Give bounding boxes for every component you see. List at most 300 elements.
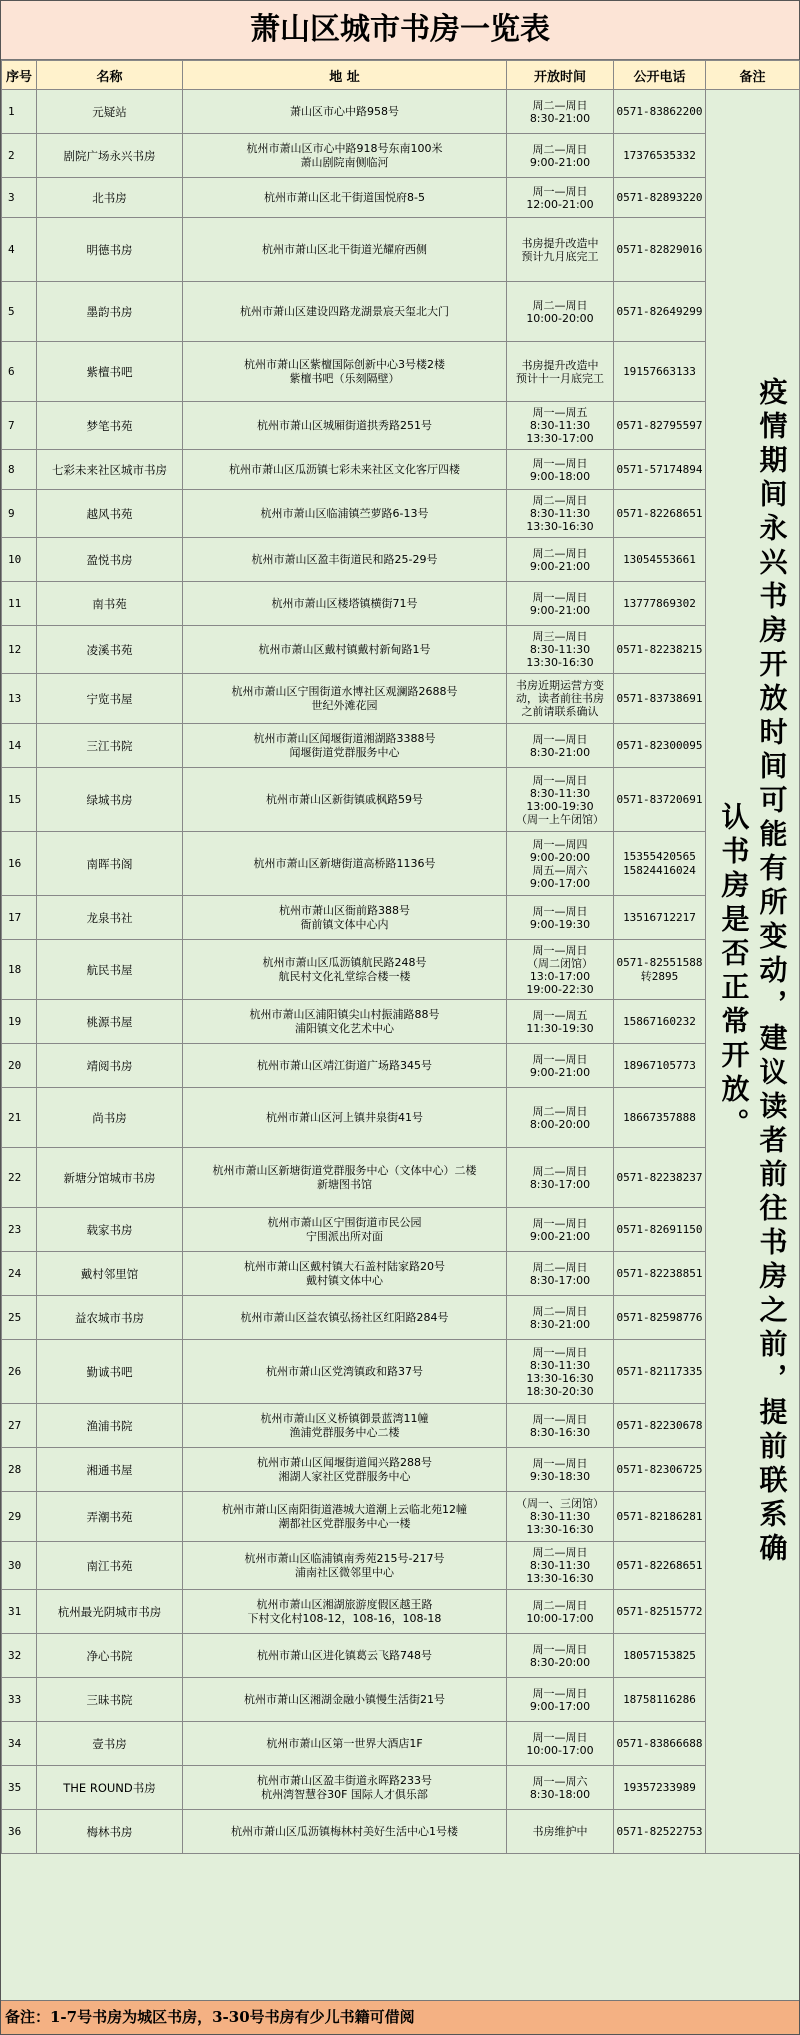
opening-hours-line: 周二—周日 xyxy=(532,1546,588,1559)
row-number: 35 xyxy=(2,1766,37,1810)
public-phone xyxy=(614,1208,706,1252)
book-house-name: 三昧书院 xyxy=(37,1678,183,1722)
opening-hours-line: 9:00-17:00 xyxy=(529,1699,591,1713)
opening-hours-line: 周二—周日 xyxy=(532,98,588,112)
book-house-address-line: 杭州市萧山区瓜沥镇七彩未来社区文化客厅四楼 xyxy=(229,462,460,476)
book-house-name: 宁览书屋 xyxy=(37,674,183,724)
table-row xyxy=(2,1000,800,1044)
public-phone xyxy=(614,1296,706,1340)
book-house-address-line: 杭州市萧山区北干街道光耀府西侧 xyxy=(262,242,427,256)
book-house-address xyxy=(183,1722,507,1766)
opening-hours-line: 9:00-21:00 xyxy=(529,603,591,617)
book-house-name: 净心书院 xyxy=(37,1634,183,1678)
public-phone xyxy=(614,674,706,724)
opening-hours-line: 8:30-21:00 xyxy=(529,111,591,125)
remark-text: 疫情期间永兴书房开放时间可能有所变动，建议读者前往书房之前，提前联系确认书房是否正常开放。 xyxy=(717,376,789,1567)
book-house-name: 航民书屋 xyxy=(37,940,183,1000)
book-house-address xyxy=(183,1044,507,1088)
opening-hours-line: 9:00-19:30 xyxy=(529,917,591,931)
row-number: 16 xyxy=(2,832,37,896)
table-row xyxy=(2,1542,800,1590)
header-address: 地 址 xyxy=(183,61,507,90)
opening-hours-line: 之前请联系确认 xyxy=(521,705,599,718)
public-phone-line: 13054553661 xyxy=(623,552,696,566)
public-phone xyxy=(614,178,706,218)
book-house-name: 七彩未来社区城市书房 xyxy=(37,450,183,490)
opening-hours-line: 周一—周日 xyxy=(532,456,588,470)
public-phone xyxy=(614,1590,706,1634)
public-phone-line: 0571-82829016 xyxy=(616,242,703,256)
book-house-address xyxy=(183,1678,507,1722)
book-house-address xyxy=(183,490,507,538)
opening-hours xyxy=(507,1296,614,1340)
table-row xyxy=(2,450,800,490)
opening-hours xyxy=(507,402,614,450)
opening-hours-line: 8:30-11:30 xyxy=(529,643,591,656)
opening-hours xyxy=(507,1044,614,1088)
book-house-name: 明德书房 xyxy=(37,218,183,282)
public-phone-line: 0571-82691150 xyxy=(616,1222,703,1236)
opening-hours-line: 周一—周日 xyxy=(532,1642,588,1656)
public-phone-line: 15824416024 xyxy=(623,863,696,877)
table-row xyxy=(2,1340,800,1404)
public-phone xyxy=(614,1252,706,1296)
book-house-name: 梦笔书苑 xyxy=(37,402,183,450)
opening-hours-line: （周二闭馆） xyxy=(527,956,593,970)
row-number: 28 xyxy=(2,1448,37,1492)
opening-hours-line: 8:30-20:00 xyxy=(529,1655,591,1669)
book-house-address-line: 杭州市萧山区市心中路918号东南100米 xyxy=(246,141,443,155)
public-phone xyxy=(614,1088,706,1148)
opening-hours-line: 13:30-16:30 xyxy=(526,520,594,533)
opening-hours-line: 11:30-19:30 xyxy=(526,1021,594,1035)
opening-hours-line: 周一—周日 xyxy=(532,904,588,918)
public-phone xyxy=(614,1404,706,1448)
book-house-name: THE ROUND书房 xyxy=(37,1766,183,1810)
table-row xyxy=(2,1044,800,1088)
book-house-address xyxy=(183,724,507,768)
table-row xyxy=(2,1448,800,1492)
opening-hours-line: 9:30-18:30 xyxy=(529,1469,591,1483)
opening-hours-line: 周二—周日 xyxy=(532,1104,588,1118)
opening-hours-line: 13:30-16:30 xyxy=(526,1523,594,1536)
book-house-address xyxy=(183,1810,507,1854)
row-number: 27 xyxy=(2,1404,37,1448)
book-house-address-line: 杭州市萧山区临浦镇南秀苑215号-217号 xyxy=(244,1551,445,1565)
footer-note: 备注：1-7号书房为城区书房，3-30号书房有少儿书籍可借阅 xyxy=(1,2000,799,2034)
book-house-address-line: 杭州市萧山区新街镇戚枫路59号 xyxy=(266,792,423,806)
book-house-name: 南晖书阁 xyxy=(37,832,183,896)
opening-hours xyxy=(507,626,614,674)
public-phone-line: 0571-83866688 xyxy=(616,1736,703,1750)
book-house-name: 湘通书屋 xyxy=(37,1448,183,1492)
table-row xyxy=(2,768,800,832)
row-number: 2 xyxy=(2,134,37,178)
row-number: 14 xyxy=(2,724,37,768)
public-phone xyxy=(614,832,706,896)
book-house-address xyxy=(183,218,507,282)
public-phone-line: 转2895 xyxy=(640,969,679,983)
book-house-address xyxy=(183,1252,507,1296)
book-house-address xyxy=(183,1340,507,1404)
row-number: 6 xyxy=(2,342,37,402)
public-phone-line: 0571-82186281 xyxy=(616,1509,703,1523)
row-number: 12 xyxy=(2,626,37,674)
row-number: 22 xyxy=(2,1148,37,1208)
opening-hours-line: 13:30-17:00 xyxy=(526,432,594,445)
book-house-address-line: 杭州市萧山区盈丰街道民和路25-29号 xyxy=(251,552,438,566)
opening-hours-line: 13:0-17:00 xyxy=(529,969,591,983)
row-number: 23 xyxy=(2,1208,37,1252)
remark-cell xyxy=(706,90,800,1854)
table-row xyxy=(2,1492,800,1542)
public-phone-line: 13777869302 xyxy=(623,596,696,610)
book-house-table xyxy=(1,60,800,1854)
public-phone xyxy=(614,134,706,178)
book-house-name: 杭州最光阴城市书房 xyxy=(37,1590,183,1634)
row-number: 17 xyxy=(2,896,37,940)
table-row xyxy=(2,1634,800,1678)
opening-hours-line: 书房近期运营方变 xyxy=(516,679,604,692)
row-number: 1 xyxy=(2,90,37,134)
public-phone xyxy=(614,724,706,768)
table-row xyxy=(2,1252,800,1296)
book-house-address xyxy=(183,1542,507,1590)
opening-hours xyxy=(507,1810,614,1854)
public-phone-line: 0571-82238237 xyxy=(616,1170,703,1184)
public-phone xyxy=(614,1492,706,1542)
book-house-address-line: 戴村镇文体中心 xyxy=(306,1273,383,1287)
opening-hours xyxy=(507,1590,614,1634)
row-number: 10 xyxy=(2,538,37,582)
public-phone xyxy=(614,1766,706,1810)
book-house-address-line: 萧山区市心中路958号 xyxy=(290,104,399,118)
book-house-address xyxy=(183,1590,507,1634)
opening-hours-line: 13:00-19:30 xyxy=(526,799,594,813)
book-house-address xyxy=(183,1766,507,1810)
book-house-address-line: 杭州市萧山区进化镇葛云飞路748号 xyxy=(257,1648,432,1662)
book-house-address-line: 杭州湾智慧谷30F 国际人才俱乐部 xyxy=(261,1787,428,1801)
table-row xyxy=(2,674,800,724)
table-row xyxy=(2,1590,800,1634)
table-row xyxy=(2,490,800,538)
opening-hours-line: 13:30-16:30 xyxy=(526,1572,594,1585)
public-phone xyxy=(614,582,706,626)
book-house-address xyxy=(183,402,507,450)
public-phone-line: 19157663133 xyxy=(623,364,696,378)
public-phone-line: 0571-82238215 xyxy=(616,642,703,656)
book-house-address xyxy=(183,342,507,402)
opening-hours-line: 9:00-21:00 xyxy=(529,1229,591,1243)
book-house-name: 墨韵书房 xyxy=(37,282,183,342)
book-house-address xyxy=(183,1000,507,1044)
book-house-address-line: 浦南社区微邻里中心 xyxy=(295,1565,394,1579)
book-house-address-line: 杭州市萧山区浦阳镇尖山村振浦路88号 xyxy=(249,1007,440,1021)
public-phone-line: 0571-82522753 xyxy=(616,1824,703,1838)
book-house-address-line: 杭州市萧山区南阳街道港城大道潮上云临北苑12幢 xyxy=(222,1502,467,1516)
book-house-address xyxy=(183,90,507,134)
opening-hours-line: 周一—周五 xyxy=(532,406,588,419)
row-number: 15 xyxy=(2,768,37,832)
row-number: 3 xyxy=(2,178,37,218)
table-row xyxy=(2,282,800,342)
book-house-address-line: 下村文化村108-12，108-16，108-18 xyxy=(247,1611,442,1625)
opening-hours-line: 9:00-20:00 xyxy=(529,850,591,864)
opening-hours-line: 8:30-17:00 xyxy=(529,1273,591,1287)
opening-hours-line: 8:30-11:30 xyxy=(529,786,591,800)
book-house-name: 南书苑 xyxy=(37,582,183,626)
row-number: 18 xyxy=(2,940,37,1000)
book-house-address-line: 杭州市萧山区建设四路龙湖景宸天玺北大门 xyxy=(240,304,449,318)
opening-hours xyxy=(507,1722,614,1766)
book-house-name: 梅林书房 xyxy=(37,1810,183,1854)
public-phone-line: 0571-82795597 xyxy=(616,418,703,432)
book-house-address-line: 航民村文化礼堂综合楼一楼 xyxy=(278,969,411,983)
opening-hours-line: 周二—周日 xyxy=(532,142,588,156)
opening-hours-line: 10:00-17:00 xyxy=(526,1611,594,1625)
book-house-address-line: 杭州市萧山区戴村镇戴村新甸路1号 xyxy=(258,642,431,656)
public-phone-line: 15867160232 xyxy=(623,1014,696,1028)
opening-hours-line: 周二—周日 xyxy=(532,1304,588,1318)
opening-hours-line: 8:30-11:30 xyxy=(529,1559,591,1572)
public-phone xyxy=(614,450,706,490)
opening-hours xyxy=(507,1634,614,1678)
book-house-address xyxy=(183,1404,507,1448)
public-phone xyxy=(614,626,706,674)
table-row xyxy=(2,342,800,402)
public-phone-line: 0571-82300095 xyxy=(616,738,703,752)
opening-hours xyxy=(507,582,614,626)
book-house-name: 弄潮书苑 xyxy=(37,1492,183,1542)
public-phone xyxy=(614,538,706,582)
table-row xyxy=(2,940,800,1000)
header-name: 名称 xyxy=(37,61,183,90)
public-phone xyxy=(614,218,706,282)
public-phone-line: 0571-82306725 xyxy=(616,1462,703,1476)
book-house-address-line: 杭州市萧山区靖江街道广场路345号 xyxy=(257,1058,432,1072)
opening-hours-line: 9:00-21:00 xyxy=(529,155,591,169)
book-house-address xyxy=(183,538,507,582)
opening-hours-line: 8:30-21:00 xyxy=(529,745,591,759)
public-phone xyxy=(614,1542,706,1590)
book-house-address-line: 杭州市萧山区北干街道国悦府8-5 xyxy=(264,190,425,204)
opening-hours-line: 周一—周日 xyxy=(532,1345,588,1359)
opening-hours-line: 13:30-16:30 xyxy=(526,656,594,669)
table-body xyxy=(2,90,800,1854)
opening-hours-line: 9:00-21:00 xyxy=(529,1065,591,1079)
row-number: 20 xyxy=(2,1044,37,1088)
book-house-address-line: 杭州市萧山区瓜沥镇航民路248号 xyxy=(262,955,427,969)
book-house-name: 北书房 xyxy=(37,178,183,218)
book-house-address xyxy=(183,768,507,832)
book-house-address-line: 杭州市萧山区宁围街道水博社区观澜路2688号 xyxy=(231,684,458,698)
opening-hours-line: 书房维护中 xyxy=(532,1825,588,1838)
book-house-address-line: 杭州市萧山区闻堰街道闻兴路288号 xyxy=(257,1455,432,1469)
opening-hours-line: 周二—周日 xyxy=(532,494,588,507)
opening-hours xyxy=(507,1208,614,1252)
table-row xyxy=(2,90,800,134)
opening-hours xyxy=(507,450,614,490)
opening-hours-line: 周五—周六 xyxy=(532,863,588,877)
book-house-name: 紫檀书吧 xyxy=(37,342,183,402)
opening-hours-line: 周一—周四 xyxy=(532,837,588,851)
book-house-address-line: 杭州市萧山区新塘街道高桥路1136号 xyxy=(253,856,436,870)
header-hours: 开放时间 xyxy=(507,61,614,90)
table-row xyxy=(2,832,800,896)
book-house-address-line: 杭州市萧山区河上镇井泉街41号 xyxy=(266,1110,423,1124)
book-house-address-line: 杭州市萧山区城厢街道拱秀路251号 xyxy=(257,418,432,432)
opening-hours xyxy=(507,1340,614,1404)
book-house-address-line: 潮都社区党群服务中心一楼 xyxy=(278,1516,411,1530)
public-phone-line: 18057153825 xyxy=(623,1648,696,1662)
opening-hours xyxy=(507,1678,614,1722)
book-house-address-line: 新塘图书馆 xyxy=(317,1177,372,1191)
row-number: 13 xyxy=(2,674,37,724)
book-house-name: 凌溪书苑 xyxy=(37,626,183,674)
public-phone xyxy=(614,940,706,1000)
header-num: 序号 xyxy=(2,61,37,90)
row-number: 19 xyxy=(2,1000,37,1044)
opening-hours xyxy=(507,538,614,582)
opening-hours xyxy=(507,1088,614,1148)
opening-hours-line: 9:00-21:00 xyxy=(529,559,591,573)
row-number: 5 xyxy=(2,282,37,342)
public-phone xyxy=(614,1810,706,1854)
book-house-name: 盈悦书房 xyxy=(37,538,183,582)
opening-hours xyxy=(507,1766,614,1810)
book-house-name: 勤诚书吧 xyxy=(37,1340,183,1404)
public-phone xyxy=(614,90,706,134)
book-house-address-line: 杭州市萧山区紫檀国际创新中心3号楼2楼 xyxy=(244,357,445,371)
table-row xyxy=(2,1296,800,1340)
row-number: 9 xyxy=(2,490,37,538)
opening-hours xyxy=(507,724,614,768)
opening-hours-line: 8:30-16:30 xyxy=(529,1425,591,1439)
opening-hours-line: 周一—周日 xyxy=(532,943,588,957)
opening-hours xyxy=(507,134,614,178)
opening-hours-line: 19:00-22:30 xyxy=(526,982,594,996)
row-number: 36 xyxy=(2,1810,37,1854)
row-number: 7 xyxy=(2,402,37,450)
opening-hours xyxy=(507,342,614,402)
row-number: 4 xyxy=(2,218,37,282)
row-number: 30 xyxy=(2,1542,37,1590)
opening-hours-line: 周一—周日 xyxy=(532,1730,588,1744)
public-phone-line: 0571-82649299 xyxy=(616,304,703,318)
opening-hours-line: 周二—周日 xyxy=(532,1164,588,1178)
book-house-address xyxy=(183,940,507,1000)
book-house-name: 南江书苑 xyxy=(37,1542,183,1590)
opening-hours-line: 8:30-11:30 xyxy=(529,507,591,520)
table-row xyxy=(2,134,800,178)
book-house-name: 龙泉书社 xyxy=(37,896,183,940)
book-house-name: 越风书苑 xyxy=(37,490,183,538)
book-house-name: 桃源书屋 xyxy=(37,1000,183,1044)
book-house-address-line: 杭州市萧山区临浦镇苎萝路6-13号 xyxy=(260,506,429,520)
opening-hours xyxy=(507,282,614,342)
book-house-address-line: 杭州市萧山区湘湖金融小镇慢生活街21号 xyxy=(244,1692,445,1706)
opening-hours-line: 8:30-21:00 xyxy=(529,1317,591,1331)
public-phone-line: 0571-82515772 xyxy=(616,1604,703,1618)
opening-hours-line: 8:30-17:00 xyxy=(529,1177,591,1191)
book-house-name: 尚书房 xyxy=(37,1088,183,1148)
opening-hours xyxy=(507,768,614,832)
public-phone-line: 17376535332 xyxy=(623,148,696,162)
book-house-name: 新塘分馆城市书房 xyxy=(37,1148,183,1208)
opening-hours-line: 预计十一月底完工 xyxy=(516,371,604,385)
opening-hours-line: 8:00-20:00 xyxy=(529,1117,591,1131)
opening-hours-line: 预计九月底完工 xyxy=(521,249,599,263)
row-number: 26 xyxy=(2,1340,37,1404)
public-phone-line: 0571-82117335 xyxy=(616,1364,703,1378)
row-number: 34 xyxy=(2,1722,37,1766)
book-house-name: 渔浦书院 xyxy=(37,1404,183,1448)
book-house-name: 剧院广场永兴书房 xyxy=(37,134,183,178)
table-row xyxy=(2,218,800,282)
public-phone xyxy=(614,342,706,402)
table-row xyxy=(2,1148,800,1208)
book-house-address-line: 杭州市萧山区瓜沥镇梅林村美好生活中心1号楼 xyxy=(231,1824,458,1838)
book-house-address-line: 杭州市萧山区新塘街道党群服务中心（文体中心）二楼 xyxy=(212,1163,477,1177)
book-house-name: 益农城市书房 xyxy=(37,1296,183,1340)
row-number: 25 xyxy=(2,1296,37,1340)
public-phone-line: 19357233989 xyxy=(623,1780,696,1794)
public-phone xyxy=(614,1148,706,1208)
book-house-address-line: 紫檀书吧（乐刻隔壁） xyxy=(289,371,400,385)
table-row xyxy=(2,582,800,626)
table-row xyxy=(2,626,800,674)
opening-hours-line: 周一—周六 xyxy=(532,1774,588,1788)
public-phone xyxy=(614,1044,706,1088)
opening-hours-line: 9:00-17:00 xyxy=(529,876,591,890)
opening-hours-line: 周一—周日 xyxy=(532,1412,588,1426)
table-header-row xyxy=(2,61,800,90)
opening-hours-line: 8:30-11:30 xyxy=(529,1358,591,1372)
opening-hours-line: 周二—周日 xyxy=(532,1598,588,1612)
opening-hours-line: 18:30-20:30 xyxy=(526,1384,594,1398)
public-phone-line: 0571-83738691 xyxy=(616,691,703,705)
book-house-address xyxy=(183,1148,507,1208)
opening-hours-line: （周一上午闭馆） xyxy=(516,812,604,826)
opening-hours-line: 周一—周日 xyxy=(532,1052,588,1066)
opening-hours xyxy=(507,1000,614,1044)
book-house-address xyxy=(183,1296,507,1340)
public-phone xyxy=(614,1448,706,1492)
book-house-address-line: 杭州市萧山区盈丰街道永晖路233号 xyxy=(257,1773,432,1787)
book-house-address-line: 杭州市萧山区闻堰街道湘湖路3388号 xyxy=(253,731,436,745)
opening-hours-line: 8:30-11:30 xyxy=(529,1510,591,1523)
row-number: 33 xyxy=(2,1678,37,1722)
opening-hours-line: 8:30-11:30 xyxy=(529,419,591,432)
opening-hours-line: 9:00-18:00 xyxy=(529,469,591,483)
book-house-name: 元疑站 xyxy=(37,90,183,134)
public-phone-line: 0571-83720691 xyxy=(616,792,703,806)
public-phone xyxy=(614,1678,706,1722)
public-phone xyxy=(614,490,706,538)
public-phone-line: 13516712217 xyxy=(623,910,696,924)
book-house-address-line: 杭州市萧山区衙前路388号 xyxy=(279,903,410,917)
table-row xyxy=(2,1766,800,1810)
opening-hours-line: 周二—周日 xyxy=(532,546,588,560)
public-phone xyxy=(614,402,706,450)
table-row xyxy=(2,1404,800,1448)
opening-hours xyxy=(507,674,614,724)
opening-hours-line: 10:00-17:00 xyxy=(526,1743,594,1757)
public-phone-line: 0571-82238851 xyxy=(616,1266,703,1280)
header-phone: 公开电话 xyxy=(614,61,706,90)
opening-hours xyxy=(507,896,614,940)
row-number: 32 xyxy=(2,1634,37,1678)
